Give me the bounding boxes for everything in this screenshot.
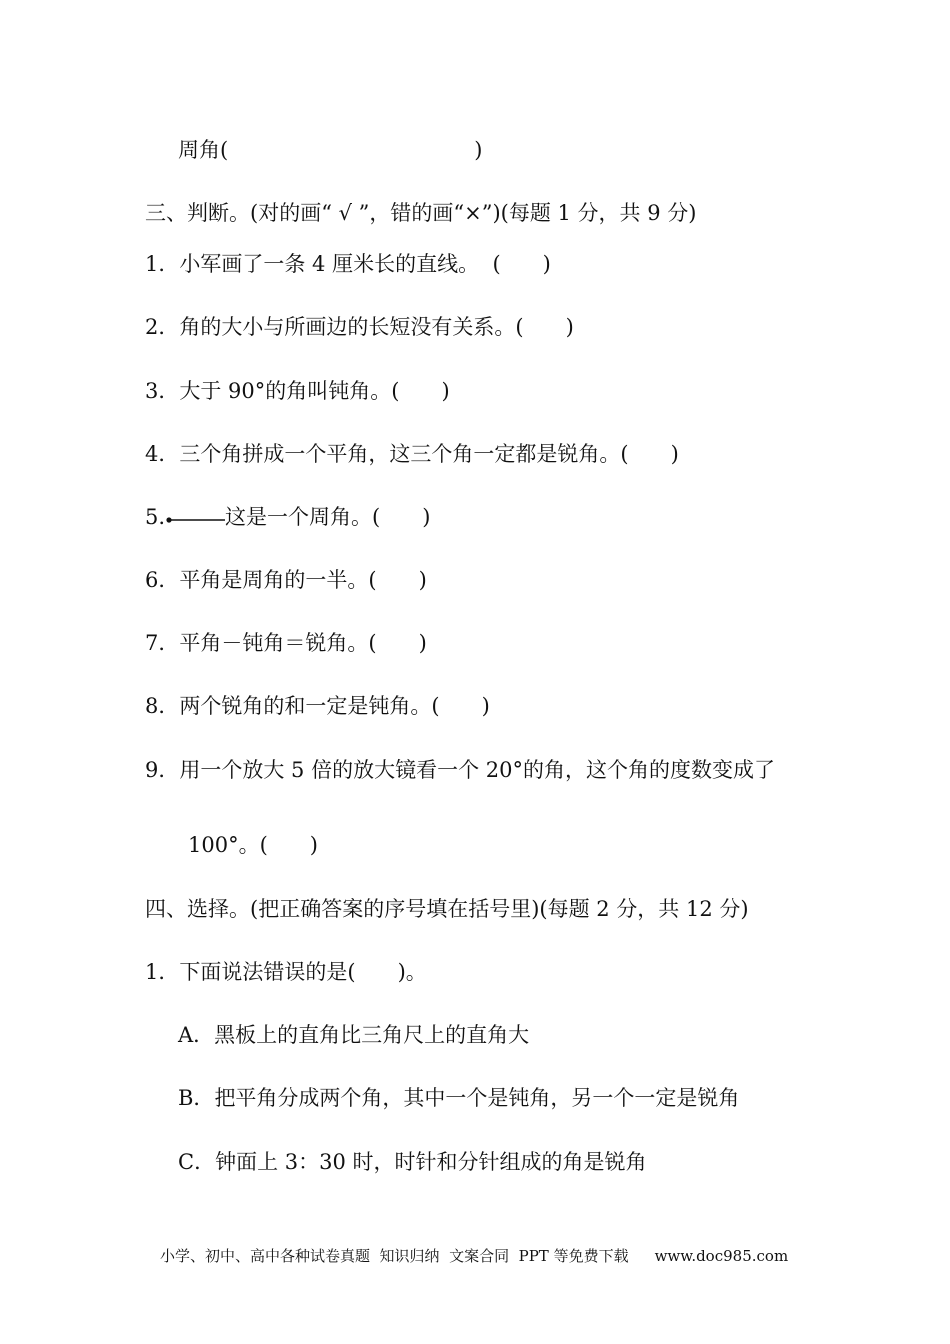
answer-bracket[interactable]: ( ) <box>372 505 431 529</box>
question-number: 4． <box>145 442 180 466</box>
footer-text: 小学、初中、高中各种试卷真题 知识归纳 文案合同 PPT 等免费下载 <box>160 1247 629 1265</box>
question-3-8 <box>145 692 490 720</box>
footer-site-link[interactable]: www.doc985.com <box>654 1247 789 1265</box>
question-number: 7． <box>145 631 180 655</box>
question-text: 两个锐角的和一定是钝角。 <box>179 694 432 718</box>
question-text: 平角是周角的一半。 <box>179 568 369 592</box>
question-text: 大于 90°的角叫钝角。 <box>179 379 392 403</box>
question-3-1 <box>145 250 551 278</box>
option-b <box>178 1084 739 1112</box>
option-text: 钟面上 3：30 时，时针和分针组成的角是锐角 <box>215 1150 647 1174</box>
page-footer <box>160 1245 788 1266</box>
question-3-6 <box>145 566 427 594</box>
continuation-close: ) <box>474 138 483 162</box>
option-letter: C． <box>178 1150 216 1174</box>
answer-bracket[interactable]: ( ) <box>492 252 551 276</box>
answer-bracket[interactable]: ( ) <box>391 379 450 403</box>
question-number: 2． <box>145 315 180 339</box>
answer-bracket[interactable]: ( ) <box>620 442 679 466</box>
continuation-label: 周角( <box>178 138 229 162</box>
question-text: 平角－钝角＝锐角。 <box>179 631 369 655</box>
question-text: 这是一个周角。 <box>225 505 373 529</box>
question-4-1 <box>145 958 427 986</box>
continuation-line <box>178 136 482 164</box>
question-3-7 <box>145 629 427 657</box>
answer-bracket[interactable]: ( ) <box>368 568 427 592</box>
option-text: 黑板上的直角比三角尺上的直角大 <box>214 1023 530 1047</box>
option-letter: B． <box>178 1086 215 1110</box>
answer-bracket[interactable]: ( ) <box>431 694 490 718</box>
answer-bracket[interactable]: ( ) <box>368 631 427 655</box>
question-number: 3． <box>145 379 180 403</box>
option-c <box>178 1148 647 1176</box>
question-3-4 <box>145 440 679 468</box>
question-text-continuation: 100°。 <box>188 833 260 857</box>
question-number: 8． <box>145 694 180 718</box>
question-text: 用一个放大 5 倍的放大镜看一个 20°的角，这个角的度数变成了 <box>179 758 775 782</box>
section3-heading: 三、判断。(对的画“ √ ”，错的画“×”)(每题 1 分，共 9 分) <box>145 201 697 225</box>
question-3-9 <box>145 756 775 784</box>
question-text: 三个角拼成一个平角，这三个角一定都是锐角。 <box>179 442 621 466</box>
question-number: 1． <box>145 960 180 984</box>
question-3-5 <box>145 503 430 531</box>
answer-bracket[interactable]: ( ) <box>515 315 574 339</box>
ray-figure <box>165 506 225 526</box>
question-text: 下面说法错误的是( )。 <box>179 960 427 984</box>
option-a <box>178 1021 529 1049</box>
question-3-3 <box>145 377 450 405</box>
question-number: 6． <box>145 568 180 592</box>
question-3-2 <box>145 313 574 341</box>
question-number: 9． <box>145 758 180 782</box>
option-letter: A． <box>178 1023 215 1047</box>
question-3-9-continuation <box>188 831 318 859</box>
answer-bracket[interactable]: ( ) <box>259 833 318 857</box>
question-text: 小军画了一条 4 厘米长的直线。 <box>179 252 480 276</box>
section4-heading: 四、选择。(把正确答案的序号填在括号里)(每题 2 分，共 12 分) <box>145 897 749 921</box>
question-text: 角的大小与所画边的长短没有关系。 <box>179 315 516 339</box>
question-number: 1． <box>145 252 180 276</box>
option-text: 把平角分成两个角，其中一个是钝角，另一个一定是锐角 <box>214 1086 740 1110</box>
question-number: 5. <box>145 505 166 529</box>
